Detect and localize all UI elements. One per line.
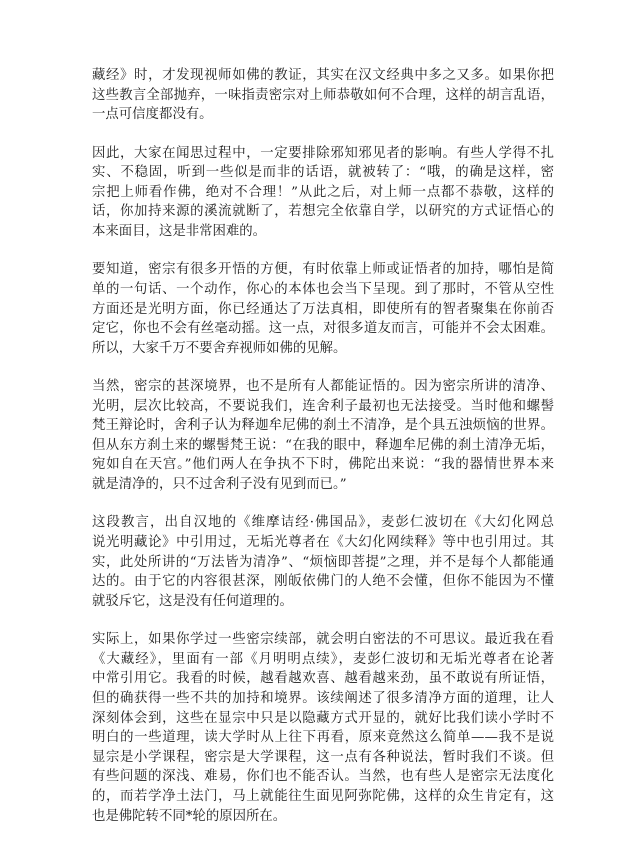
paragraph-6 xyxy=(92,630,554,826)
text-line: 显宗是小学课程，密宗是大学课程，这一点有各种说法，暂时我们不谈。但 xyxy=(92,749,554,765)
text-line: 就是清净的，只不过舍利子没有见到而已。” xyxy=(92,477,347,493)
text-line: 梵王辩论时，舍利子认为释迦牟尼佛的刹土不清净，是个具五浊烦恼的世界。 xyxy=(92,418,554,434)
text-line: 方面还是光明方面，你已经通达了万法真相，即使所有的智者聚集在你前否 xyxy=(92,301,554,317)
text-line: 当然，密宗的甚深境界，也不是所有人都能证悟的。因为密宗所讲的清净、 xyxy=(92,379,554,395)
text-line: 话，你加持来源的溪流就断了，若想完全依靠自学，以研究的方式证悟心的 xyxy=(92,204,554,220)
text-line: 也是佛陀转不同*轮的原因所在。 xyxy=(92,808,287,824)
paragraph-2 xyxy=(92,144,554,242)
paragraph-1 xyxy=(92,66,554,125)
text-line: 本来面目，这是非常困难的。 xyxy=(92,223,267,239)
text-line: 一点可信度都没有。 xyxy=(92,107,213,123)
text-line: 明白的一些道理，读大学时从上往下再看，原来竟然这么简单——我不是说 xyxy=(92,730,554,746)
text-line: 中常引用它。我看的时候，越看越欢喜、越看越来劲，虽不敢说有所证悟， xyxy=(92,671,554,687)
text-line: 就驳斥它，这是没有任何道理的。 xyxy=(92,593,293,609)
text-line: 藏经》时，才发现视师如佛的教证，其实在汉文经典中多之又多。如果你把 xyxy=(92,68,554,83)
paragraph-4 xyxy=(92,377,554,495)
text-line: 实、不稳固，听到一些似是而非的话语，就被转了：“哦，的确是这样，密 xyxy=(92,165,554,181)
text-line: 有些问题的深浅、难易，你们也不能否认。当然，也有些人是密宗无法度化 xyxy=(92,769,554,785)
text-line: 但的确获得一些不共的加持和境界。该续阐述了很多清净方面的道理，让人 xyxy=(92,691,554,707)
text-line: 单的一句话、一个动作，你心的本体也会当下呈现。到了那时，不管从空性 xyxy=(92,281,554,297)
paragraph-3 xyxy=(92,260,554,358)
text-line: 定它，你也不会有丝毫动摇。这一点，对很多道友而言，可能并不会太困难。 xyxy=(92,321,554,337)
text-line: 的，而若学净土法门，马上就能往生面见阿弥陀佛，这样的众生肯定有，这 xyxy=(92,788,554,804)
body-text xyxy=(92,66,554,845)
text-line: 要知道，密宗有很多开悟的方便，有时依靠上师或证悟者的加持，哪怕是简 xyxy=(92,262,554,278)
text-line: 说光明藏论》中引用过，无垢光尊者在《大幻化网续释》等中也引用过。其 xyxy=(92,535,554,551)
text-line: 宗把上师看作佛，绝对不合理！”从此之后，对上师一点都不恭敬，这样的 xyxy=(92,184,554,200)
text-line: 因此，大家在闻思过程中，一定要排除邪知邪见者的影响。有些人学得不扎 xyxy=(92,145,554,161)
text-line: 实，此处所讲的“万法皆为清净”、“烦恼即菩提”之理，并不是每个人都能通 xyxy=(92,554,554,570)
text-line: 《大藏经》，里面有一部《月明明点续》，麦彭仁波切和无垢光尊者在论著 xyxy=(92,651,554,667)
text-line: 光明，层次比较高，不要说我们，连舍利子最初也无法接受。当时他和螺髻 xyxy=(92,398,554,414)
text-line: 这段教言，出自汉地的《维摩诘经·佛国品》，麦彭仁波切在《大幻化网总 xyxy=(92,515,554,531)
text-line: 所以，大家千万不要舍弃视师如佛的见解。 xyxy=(92,340,347,356)
text-line: 这些教言全部抛弃，一味指责密宗对上师恭敬如何不合理，这样的胡言乱语， xyxy=(92,87,554,103)
text-line: 达的。由于它的内容很甚深，刚皈依佛门的人绝不会懂，但你不能因为不懂 xyxy=(92,574,554,590)
text-line: 实际上，如果你学过一些密宗续部，就会明白密法的不可思议。最近我在看 xyxy=(92,632,554,648)
paragraph-5 xyxy=(92,513,554,611)
text-line: 但从东方刹土来的螺髻梵王说：“在我的眼中，释迦牟尼佛的刹土清净无垢， xyxy=(92,437,554,453)
text-line: 深刻体会到，这些在显宗中只是以隐藏方式开显的，就好比我们读小学时不 xyxy=(92,710,554,726)
text-line: 宛如自在天宫。”他们两人在争执不下时，佛陀出来说：“我的器情世界本来 xyxy=(92,457,554,473)
